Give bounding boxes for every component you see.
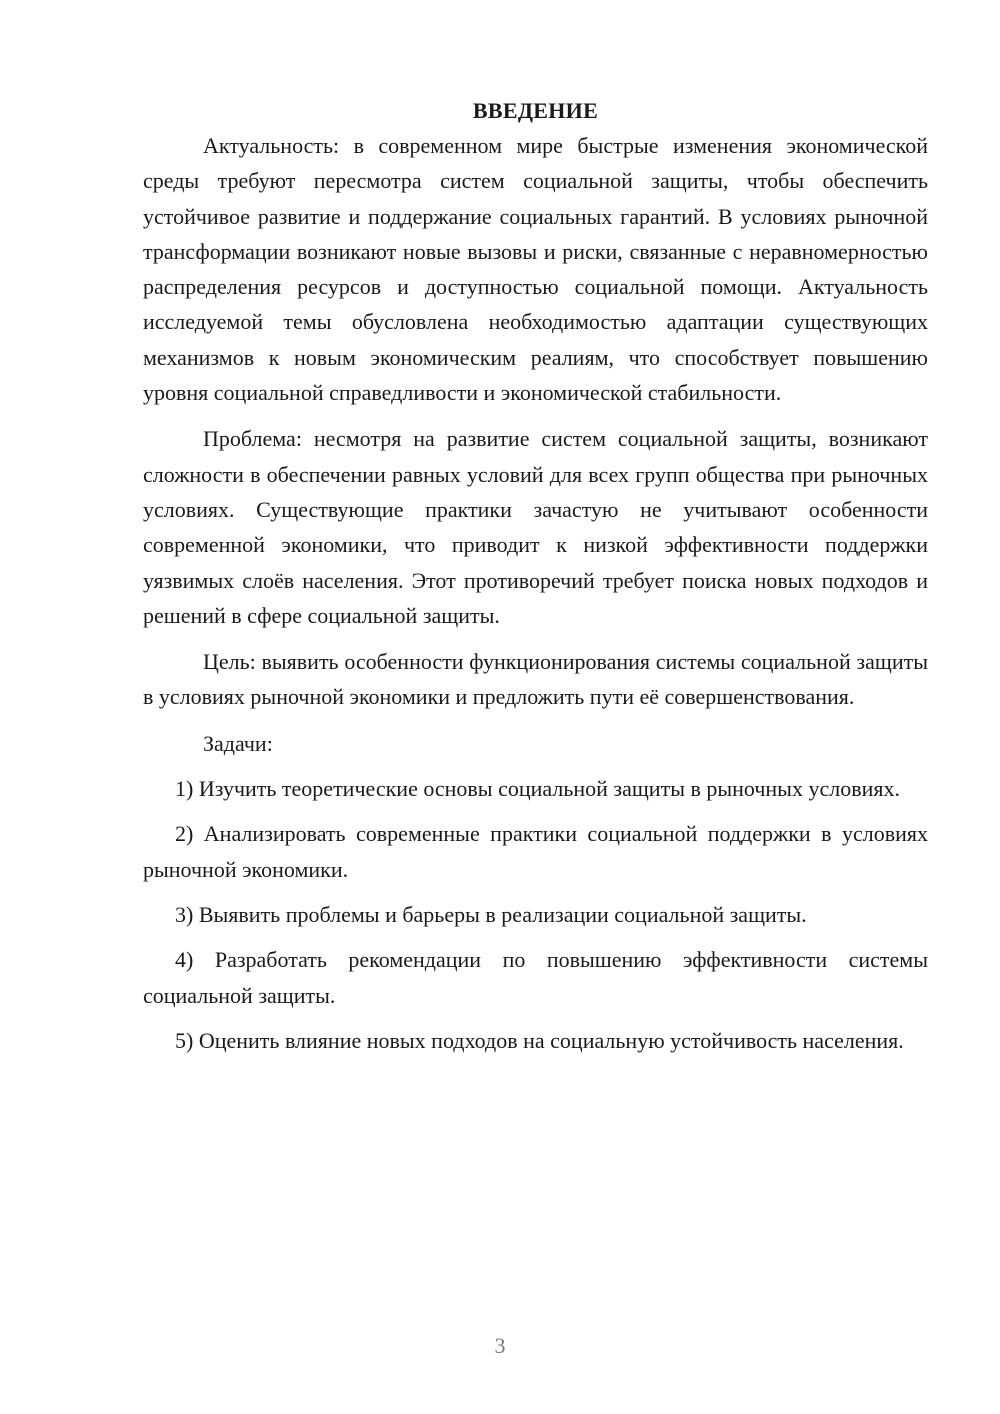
page-number: 3 xyxy=(494,1333,506,1358)
task-item-5: 5) Оценить влияние новых подходов на социальную устойчивость населения. xyxy=(175,1027,904,1053)
tasks-heading: Задачи: xyxy=(203,730,273,756)
paragraph-goal: Цель: выявить особенности функционирования системы социальной защиты в условиях рыночной экономики и предложить пути её совершенствования. xyxy=(143,649,928,710)
document-page xyxy=(143,93,928,1058)
paragraph-problem: Проблема: несмотря на развитие систем социальной защиты, возникают сложности в обеспечении равных условий для всех групп общества при рыночных условиях. Существующие практики зачастую не учитывают особенности современной экономики, что приводит к низкой эффективности поддержки уязвимых слоёв населения. Этот противоречий требует поиска новых подходов и решений в сфере социальной защиты. xyxy=(143,426,928,628)
task-item-2: 2) Анализировать современные практики социальной поддержки в условиях рыночной экономики. xyxy=(143,821,928,882)
section-title: ВВЕДЕНИЕ xyxy=(472,98,599,123)
task-list xyxy=(143,771,928,1058)
paragraph-actuality: Актуальность: в современном мире быстрые изменения экономической среды требуют пересмотра систем социальной защиты, чтобы обеспечить устойчивое развитие и поддержание социальных гарантий. В условиях рыночной трансформации возникают новые вызовы и риски, связанные с неравномерностью распределения ресурсов и доступностью социальной помощи. Актуальность исследуемой темы обусловлена необходимостью адаптации существующих механизмов к новым экономическим реалиям, что способствует повышению уровня социальной справедливости и экономической стабильности. xyxy=(143,133,928,406)
task-item-4: 4) Разработать рекомендации по повышению эффективности системы социальной защиты. xyxy=(143,947,928,1008)
task-item-3: 3) Выявить проблемы и барьеры в реализации социальной защиты. xyxy=(175,901,807,927)
task-item-1: 1) Изучить теоретические основы социальной защиты в рыночных условиях. xyxy=(175,776,900,802)
